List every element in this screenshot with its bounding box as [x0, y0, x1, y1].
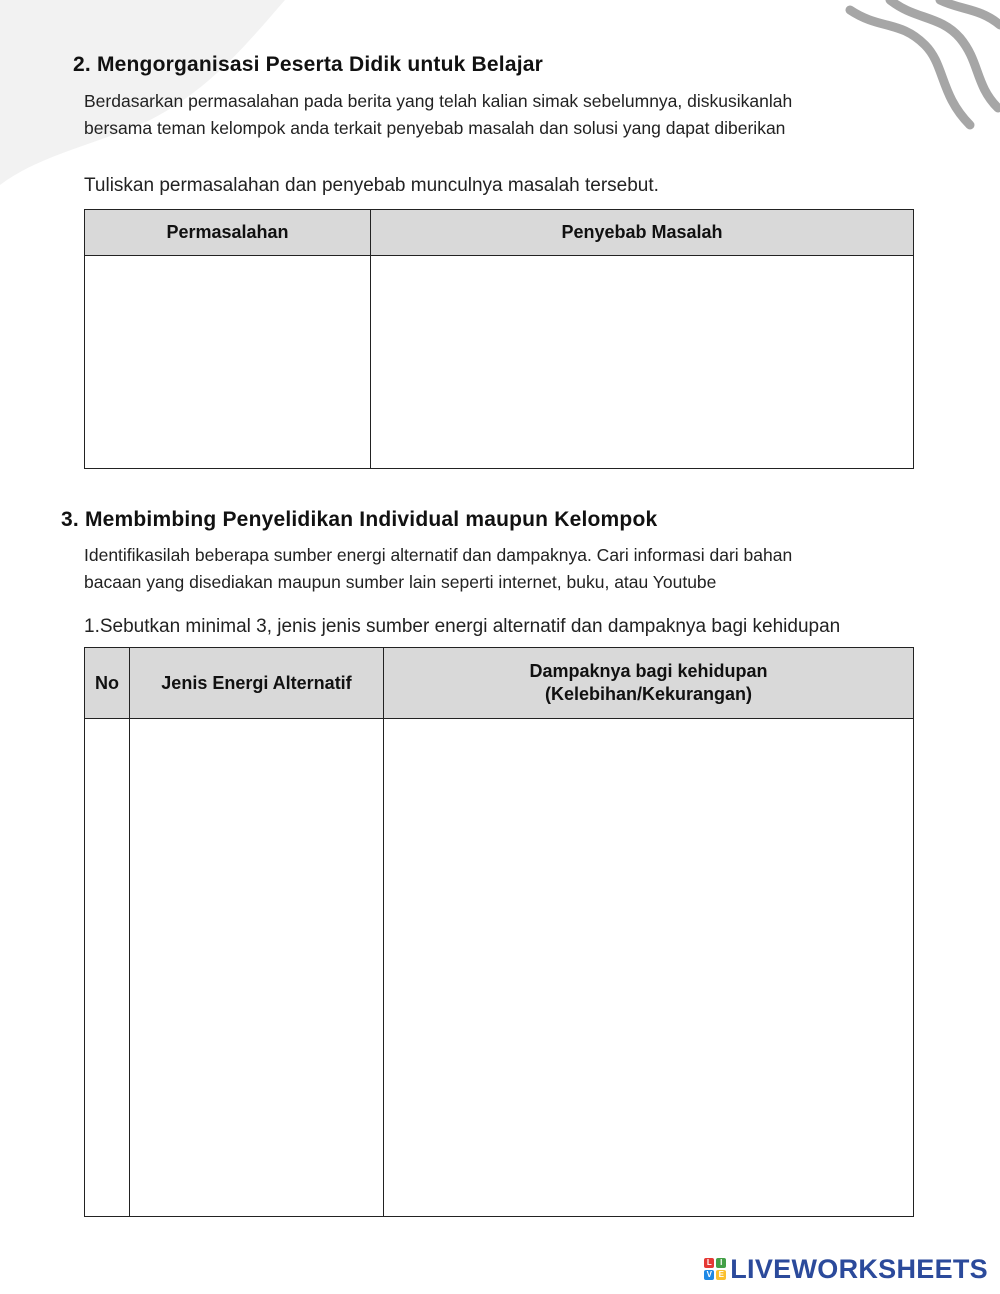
header-dampaknya [384, 648, 914, 719]
section-3-instructions-line-1: Identifikasilah beberapa sumber energi alternatif dan dampaknya. Cari informasi dari bahan [84, 545, 793, 565]
section-3-instructions-line-2: bacaan yang disediakan maupun sumber lain seperti internet, buku, atau Youtube [84, 572, 717, 592]
header-permasalahan: Permasalahan [85, 210, 371, 256]
section-2-instructions-line-1: Berdasarkan permasalahan pada berita yang telah kalian simak sebelumnya, diskusikanlah [84, 91, 793, 111]
liveworksheets-logo-icon: L I V E [704, 1258, 726, 1280]
no-answer-cell[interactable] [85, 719, 130, 1217]
section-2-instructions-line-2: bersama teman kelompok anda terkait penyebab masalah dan solusi yang dapat diberikan [84, 118, 786, 138]
header-penyebab-masalah: Penyebab Masalah [371, 210, 914, 256]
header-dampaknya-line-2: (Kelebihan/Kekurangan) [544, 684, 753, 704]
section-2-instructions [84, 88, 792, 142]
header-dampaknya-line-1: Dampaknya bagi kehidupan [529, 661, 768, 681]
header-no: No [85, 648, 130, 719]
problem-cause-table [84, 209, 914, 469]
liveworksheets-logo-text: LIVEWORKSHEETS [730, 1253, 988, 1284]
dampaknya-answer-cell[interactable] [384, 719, 914, 1217]
alternative-energy-table [84, 647, 914, 1217]
section-2-heading: 2. Mengorganisasi Peserta Didik untuk Belajar [73, 53, 543, 76]
permasalahan-answer-cell[interactable] [85, 256, 371, 469]
penyebab-masalah-answer-cell[interactable] [371, 256, 914, 469]
liveworksheets-logo [704, 1252, 988, 1286]
section-3-instructions [84, 542, 792, 596]
jenis-energi-answer-cell[interactable] [130, 719, 384, 1217]
header-jenis-energi-alternatif: Jenis Energi Alternatif [130, 648, 384, 719]
section-2-prompt: Tuliskan permasalahan dan penyebab munculnya masalah tersebut. [84, 175, 659, 196]
decorative-waves-icon [830, 0, 1000, 140]
section-3-prompt: 1.Sebutkan minimal 3, jenis jenis sumber energi alternatif dan dampaknya bagi kehidupan [84, 616, 841, 637]
section-3-heading: 3. Membimbing Penyelidikan Individual maupun Kelompok [61, 508, 658, 531]
